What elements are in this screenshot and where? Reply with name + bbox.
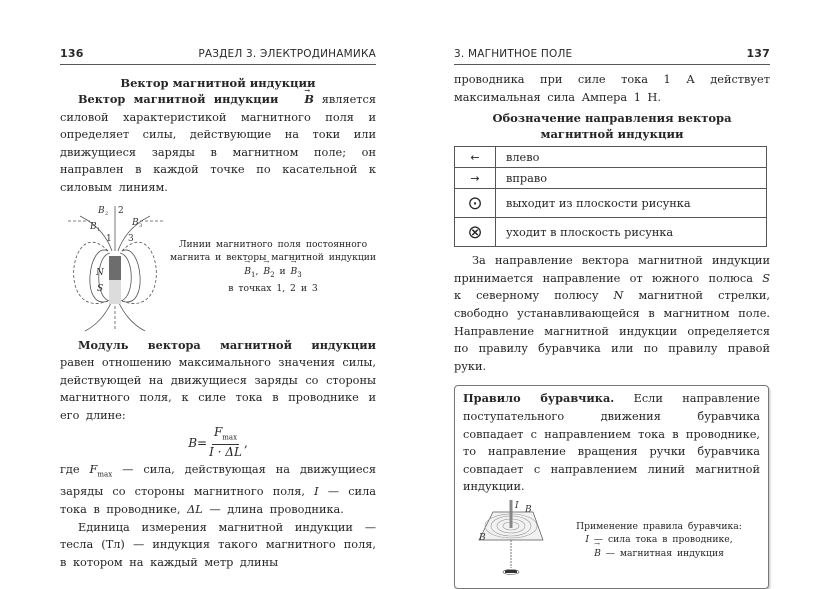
bar-magnet-field-lines-icon [60,201,170,333]
arrow-left-icon: ← [455,147,496,168]
table-row [455,218,767,247]
current-label: I [515,500,519,511]
svg-text:2: 2 [118,205,124,216]
svg-text:3: 3 [128,233,134,244]
svg-text:S: S [97,283,104,294]
svg-text:2: 2 [105,210,109,217]
svg-text:B: B [98,205,105,216]
gimlet-figure-caption: Применение правила буравчика: I — сила тока в проводнике, → B — магнитная индукция [558,520,760,561]
gimlet-rule-text: Правило буравчика. Если направление поступательного движения буравчика совпадает с направлением тока в проводнике, то направление вращения ручки буравчика совпадает с направлением линий магнитной индукции. [463,391,760,494]
continued-paragraph: проводника при силе тока 1 А действует максимальная сила Ампера 1 Н. [454,73,770,104]
gimlet-rule-diagram-icon [463,498,558,582]
table-row [455,147,767,168]
definition-paragraph: Вектор магнитной индукции → B является силовой характеристикой магнитного поля и определяет силы, действующие на токи или движущиеся заряды в магнитном поле; он направлен в каждой точке по касательной к силовым линиям. [60,91,376,197]
arrow-right-icon: → [455,168,496,189]
svg-text:1: 1 [106,233,112,244]
direction-notation-table [454,146,767,247]
running-head-left [60,46,376,65]
magnet-figure-caption: Линии магнитного поля постоянного магнита и векторы магнитной индукции → $B_1$, → $B_2$ $и \to B_3$ в точках 1, 2 и 3 [170,238,376,296]
formula-explanation: где $F_{max}$ — сила, действующая на движущиеся заряды со стороны магнитного поля, I — сила тока в проводнике, ΔL — длина проводника. [60,462,376,516]
svg-text:3: 3 [139,222,143,229]
svg-text:B: B [132,217,139,228]
svg-text:B: B [479,532,486,543]
page-number: 137 [746,47,770,60]
svg-text:1: 1 [97,226,101,233]
row-label: вправо [496,168,767,189]
page-number: 136 [60,47,84,60]
right-page [454,46,770,589]
row-label: выходит из плоскости рисунка [496,189,767,218]
induction-formula: B = $\frac{F_{max}}{I \cdot \Delta L}$ , [188,424,248,460]
row-label: уходит в плоскость рисунка [496,218,767,247]
tesla-paragraph: Единица измерения магнитной индукции — тесла (Тл) — индукция такого магнитного поля, в котором на каждый метр длины [60,520,376,569]
left-page [60,46,376,571]
cross-in-circle-icon: ⊗ [455,218,496,247]
magnet-figure [60,201,376,333]
section-heading: Вектор магнитной индукции [120,76,316,90]
term: Вектор магнитной индукции [78,92,279,106]
row-label: влево [496,147,767,168]
svg-text:N: N [96,267,104,278]
svg-text:B: B [90,221,97,232]
dot-in-circle-icon: ⊙ [455,189,496,218]
running-title: РАЗДЕЛ 3. ЭЛЕКТРОДИНАМИКА [198,48,376,60]
gimlet-rule-box [454,385,769,589]
table-row [455,189,767,218]
direction-paragraph: За направление вектора магнитной индукции принимается направление от южного полюса S к северному полюсу N магнитной стрелки, свободно устанавливающейся в магнитном поле. Направление магнитной индукции определяется по правилу буравчика или по правилу правой руки. [454,254,770,373]
running-head-right [454,46,770,65]
running-title: 3. МАГНИТНОЕ ПОЛЕ [454,48,573,60]
table-heading: Обозначение направления вектора магнитной индукции [492,111,732,142]
modulus-paragraph: Модуль вектора магнитной индукции равен отношению максимального значения силы, действующей на движущиеся заряды со стороны магнитного поля, к силе тока в проводнике и его длине: [60,337,376,422]
svg-text:B: B [525,504,532,515]
table-row [455,168,767,189]
vector-b-symbol: → B [286,91,314,109]
gimlet-figure [463,498,760,582]
